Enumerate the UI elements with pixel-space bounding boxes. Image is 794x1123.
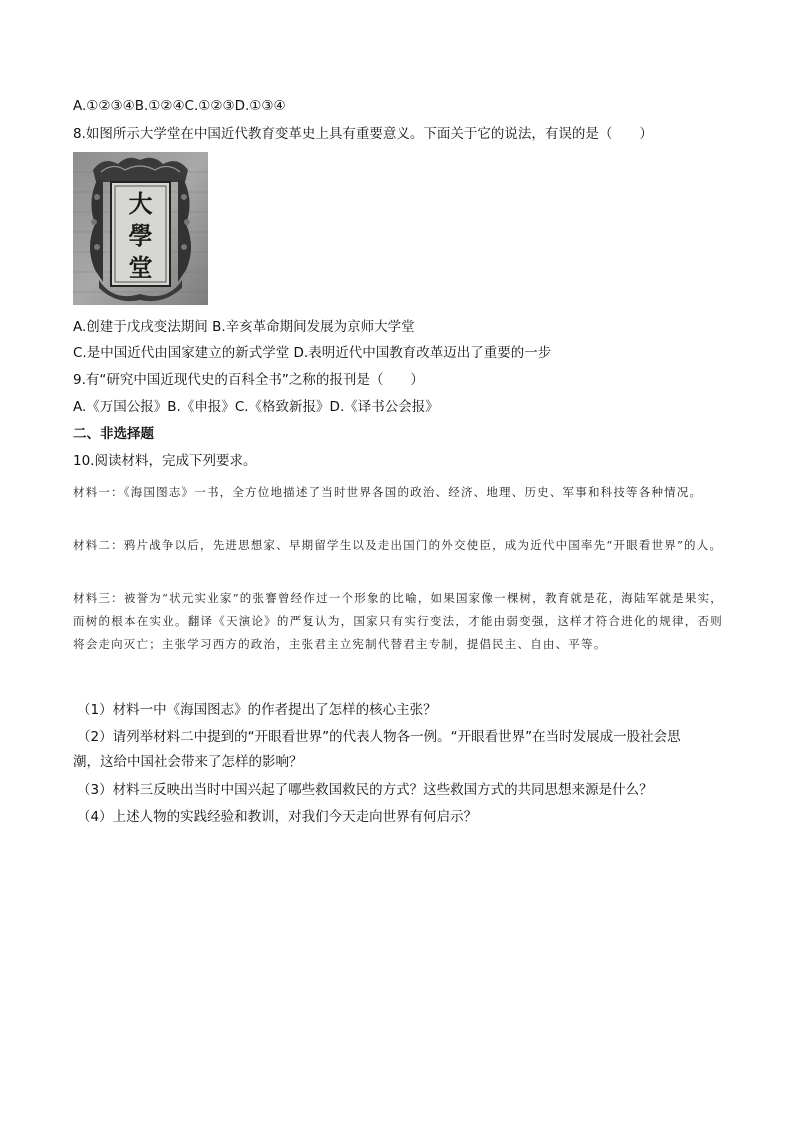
material-3: 材料三：被誉为“状元实业家”的张謇曾经作过一个形象的比喻，如果国家像一棵树，教育就是花，海陆军就是果实，而树的根本在实业。翻译《天演论》的严复认为，国家只有实行变法，才能由弱变强，这样才符合进化的规律，否则将会走向灭亡；主张学习西方的政治，主张君主立宪制代替君主专制，提倡民主、自由、平等。 <box>73 591 723 651</box>
daxuetang-plaque-photo <box>73 152 208 305</box>
plaque-char-1: 大 <box>128 189 153 218</box>
question-9-options: A.《万国公报》B.《申报》C.《格致新报》D.《译书公会报》 <box>73 399 439 415</box>
question-10-sub-1: （1）材料一中《海国图志》的作者提出了怎样的核心主张？ <box>77 702 437 718</box>
question-10-sub-2-line2: 潮，这给中国社会带来了怎样的影响？ <box>73 754 303 770</box>
question-9-stem: 9.有“研究中国近现代史的百科全书”之称的报刊是（ ） <box>73 372 424 388</box>
question-10-sub-4: （4）上述人物的实践经验和教训，对我们今天走向世界有何启示？ <box>77 809 478 825</box>
question-10-sub-2-line1: （2）请列举材料二中提到的“开眼看世界”的代表人物各一例。“开眼看世界”在当时发展成一股社会思 <box>77 729 681 745</box>
question-7-options: A.①②③④B.①②④C.①②③D.①③④ <box>73 98 286 114</box>
section-2-title: 二、非选择题 <box>73 426 154 442</box>
question-10-sub-3: （3）材料三反映出当时中国兴起了哪些救国救民的方式？这些救国方式的共同思想来源是什么？ <box>77 782 653 798</box>
question-8-options-line2: C.是中国近代由国家建立的新式学堂 D.表明近代中国教育改革迈出了重要的一步 <box>73 345 552 361</box>
material-2: 材料二：鸦片战争以后，先进思想家、早期留学生以及走出国门的外交使臣，成为近代中国率先“开眼看世界”的人。 <box>73 538 723 552</box>
question-10-stem: 10.阅读材料，完成下列要求。 <box>73 453 257 469</box>
question-8-options-line1: A.创建于戊戌变法期间 B.辛亥革命期间发展为京师大学堂 <box>73 319 415 335</box>
plaque-char-2: 學 <box>128 221 153 250</box>
question-8-stem: 8.如图所示大学堂在中国近代教育变革史上具有重要意义。下面关于它的说法，有误的是（ ） <box>73 126 653 142</box>
material-1: 材料一：《海国图志》一书，全方位地描述了当时世界各国的政治、经济、地理、历史、军事和科技等各种情况。 <box>73 485 703 499</box>
plaque-char-3: 堂 <box>128 253 153 282</box>
